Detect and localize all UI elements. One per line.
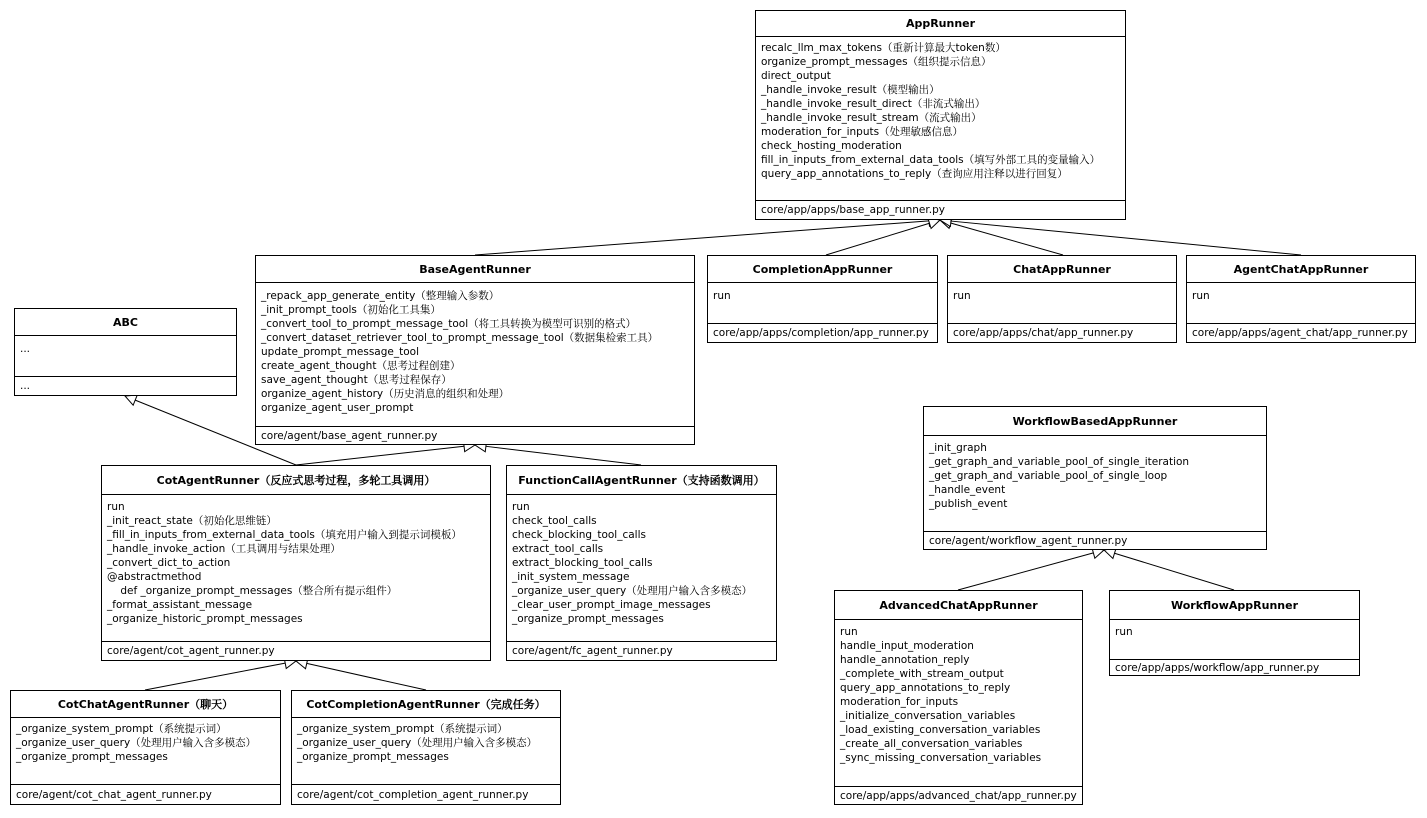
class-methods [756,37,1125,201]
class-methods [292,718,560,785]
class-method: update_prompt_message_tool [261,346,420,358]
arrow-head [125,395,137,405]
class-method: moderation_for_inputs [840,696,959,708]
class-AppRunner[interactable] [755,10,1126,220]
class-method: _organize_user_query（处理用户输入含多模态） [16,737,257,749]
class-method: organize_agent_user_prompt [261,402,414,414]
class-method: extract_tool_calls [512,543,604,555]
arrow-line [826,223,929,255]
class-method: check_blocking_tool_calls [512,529,646,541]
class-path: core/agent/cot_agent_runner.py [107,645,275,657]
class-WorkflowBasedAppRunner[interactable] [923,406,1267,550]
class-path: core/agent/workflow_agent_runner.py [929,534,1128,547]
class-path: ... [20,380,31,392]
class-CotCompletionAgentRunner[interactable] [291,690,561,805]
class-method: ... [20,343,31,355]
class-method: _init_react_state（初始化思维链） [107,515,277,527]
class-method: _handle_invoke_result（模型输出） [761,84,940,96]
class-method: _init_prompt_tools（初始化工具集） [261,304,441,316]
class-title: BaseAgentRunner [256,256,694,283]
class-method: run [512,501,530,513]
class-method: run [953,290,971,302]
class-methods [15,336,236,377]
inheritance-arrow-WorkflowAppRunner-to-WorkflowBasedAppRunner [1104,548,1234,590]
class-BaseAgentRunner[interactable] [255,255,695,445]
arrow-line [296,446,464,465]
class-path: core/app/apps/completion/app_runner.py [713,327,929,339]
class-methods [708,283,937,324]
class-methods [1187,283,1415,324]
class-FunctionCallAgentRunner[interactable] [506,465,777,661]
class-method: _handle_invoke_result_stream（流式输出） [761,112,982,124]
class-method: def _organize_prompt_messages（整合所有提示组件） [107,585,398,597]
arrow-line [307,663,426,690]
class-path: core/agent/fc_agent_runner.py [512,645,673,657]
class-title: CompletionAppRunner [708,256,937,283]
class-method: check_hosting_moderation [761,140,902,152]
class-method: organize_agent_history（历史消息的组织和处理） [261,388,510,400]
class-method: _publish_event [929,498,1008,510]
class-method: create_agent_thought（思考过程创建） [261,360,461,372]
class-path: core/app/apps/base_app_runner.py [761,204,945,216]
class-method: _get_graph_and_variable_pool_of_single_loop [929,470,1168,482]
class-method: _organize_prompt_messages [512,613,664,625]
class-method: _init_system_message [512,571,630,583]
class-path: core/app/apps/workflow/app_runner.py [1115,661,1320,674]
class-method: _fill_in_inputs_from_external_data_tools（填充用户输入到提示词模板） [107,529,462,541]
class-method: _convert_dataset_retriever_tool_to_prompt_message_tool（数据集检索工具） [261,332,659,344]
class-method: _handle_invoke_result_direct（非流式输出） [761,98,986,110]
inheritance-arrow-BaseAgentRunner-to-AppRunner [475,215,940,255]
class-method: extract_blocking_tool_calls [512,557,653,569]
class-method: _sync_missing_conversation_variables [840,752,1042,764]
class-method: run [1115,626,1133,638]
class-method: organize_prompt_messages（组织提示信息） [761,56,992,68]
inheritance-arrow-ChatAppRunner-to-AppRunner [940,218,1063,255]
class-method: @abstractmethod [107,571,202,583]
class-WorkflowAppRunner[interactable] [1109,590,1360,676]
class-method: _initialize_conversation_variables [840,710,1016,722]
class-method: _create_all_conversation_variables [840,738,1023,750]
class-path: core/agent/cot_chat_agent_runner.py [16,788,212,801]
class-title: WorkflowBasedAppRunner [924,407,1266,436]
class-method: moderation_for_inputs（处理敏感信息） [761,126,964,138]
class-method: _complete_with_stream_output [840,668,1004,680]
class-path: core/app/apps/chat/app_runner.py [953,327,1134,339]
class-method: _organize_prompt_messages [16,751,168,763]
class-methods [507,495,776,642]
class-method: direct_output [761,70,831,82]
class-method: handle_input_moderation [840,640,974,652]
inheritance-arrow-CompletionAppRunner-to-AppRunner [826,218,940,255]
class-CotChatAgentRunner[interactable] [10,690,281,805]
class-title: AgentChatAppRunner [1187,256,1415,283]
class-method: _organize_system_prompt（系统提示词） [16,723,227,735]
class-title: CotAgentRunner（反应式思考过程，多轮工具调用） [102,466,490,495]
class-method: save_agent_thought（思考过程保存） [261,374,452,386]
class-title: FunctionCallAgentRunner（支持函数调用） [507,466,776,495]
class-method: fill_in_inputs_from_external_data_tools（填写外部工具的变量输入） [761,154,1101,166]
class-method: _convert_dict_to_action [107,557,231,569]
class-method: query_app_annotations_to_reply [840,682,1011,694]
class-title: AppRunner [756,11,1125,37]
class-path: core/app/apps/advanced_chat/app_runner.py [840,789,1077,802]
class-AdvancedChatAppRunner[interactable] [834,590,1083,805]
class-path: core/agent/cot_completion_agent_runner.py [297,788,529,801]
class-methods [835,620,1082,787]
class-methods [924,436,1266,532]
class-method: run [713,290,731,302]
arrow-line [958,553,1093,590]
class-method: _format_assistant_message [107,599,253,611]
class-methods [948,283,1176,324]
inheritance-arrow-CotChatAgentRunner-to-CotAgentRunner [145,658,296,690]
class-method: run [107,501,125,513]
class-method: _load_existing_conversation_variables [840,724,1041,736]
arrow-line [951,223,1063,255]
class-method: run [840,626,858,638]
arrow-line [486,446,641,465]
class-CotAgentRunner[interactable] [101,465,491,661]
class-methods [102,495,490,642]
class-title: CotChatAgentRunner（聊天） [11,691,280,718]
class-title: ChatAppRunner [948,256,1176,283]
arrow-line [1115,553,1234,590]
class-path: core/agent/base_agent_runner.py [261,429,438,442]
class-method: check_tool_calls [512,515,597,527]
class-method: _organize_system_prompt（系统提示词） [297,723,508,735]
inheritance-arrow-CotCompletionAgentRunner-to-CotAgentRunner [296,658,426,690]
class-method: _organize_prompt_messages [297,751,449,763]
class-method: _repack_app_generate_entity（整理输入参数） [261,290,500,302]
class-title: ABC [15,309,236,336]
class-method: _organize_user_query（处理用户输入含多模态） [512,585,753,597]
class-method: _handle_event [929,484,1006,496]
class-methods [256,283,694,427]
class-title: AdvancedChatAppRunner [835,591,1082,620]
class-CompletionAppRunner[interactable] [707,255,938,343]
class-method: run [1192,290,1210,302]
class-method: _clear_user_prompt_image_messages [512,599,711,611]
class-method: _organize_user_query（处理用户输入含多模态） [297,737,538,749]
class-methods [11,718,280,785]
class-method: _init_graph [929,442,987,454]
class-path: core/app/apps/agent_chat/app_runner.py [1192,327,1408,339]
class-ABC[interactable] [14,308,237,396]
class-method: _organize_historic_prompt_messages [107,613,303,625]
class-method: query_app_annotations_to_reply（查询应用注释以进行回复） [761,168,1068,180]
class-method: _get_graph_and_variable_pool_of_single_iteration [929,456,1190,468]
class-method: recalc_llm_max_tokens（重新计算最大token数） [761,42,1006,54]
class-ChatAppRunner[interactable] [947,255,1177,343]
class-method: _convert_tool_to_prompt_message_tool（将工具转换为模型可识别的格式） [261,318,637,330]
class-methods [1110,620,1359,660]
class-AgentChatAppRunner[interactable] [1186,255,1416,343]
arrow-line [475,221,929,255]
class-title: WorkflowAppRunner [1110,591,1359,620]
inheritance-arrow-AdvancedChatAppRunner-to-WorkflowBasedAppRunner [958,548,1104,590]
class-method: handle_annotation_reply [840,654,970,666]
arrow-line [145,663,285,690]
class-title: CotCompletionAgentRunner（完成任务） [292,691,560,718]
class-method: _handle_invoke_action（工具调用与结果处理） [107,543,341,555]
